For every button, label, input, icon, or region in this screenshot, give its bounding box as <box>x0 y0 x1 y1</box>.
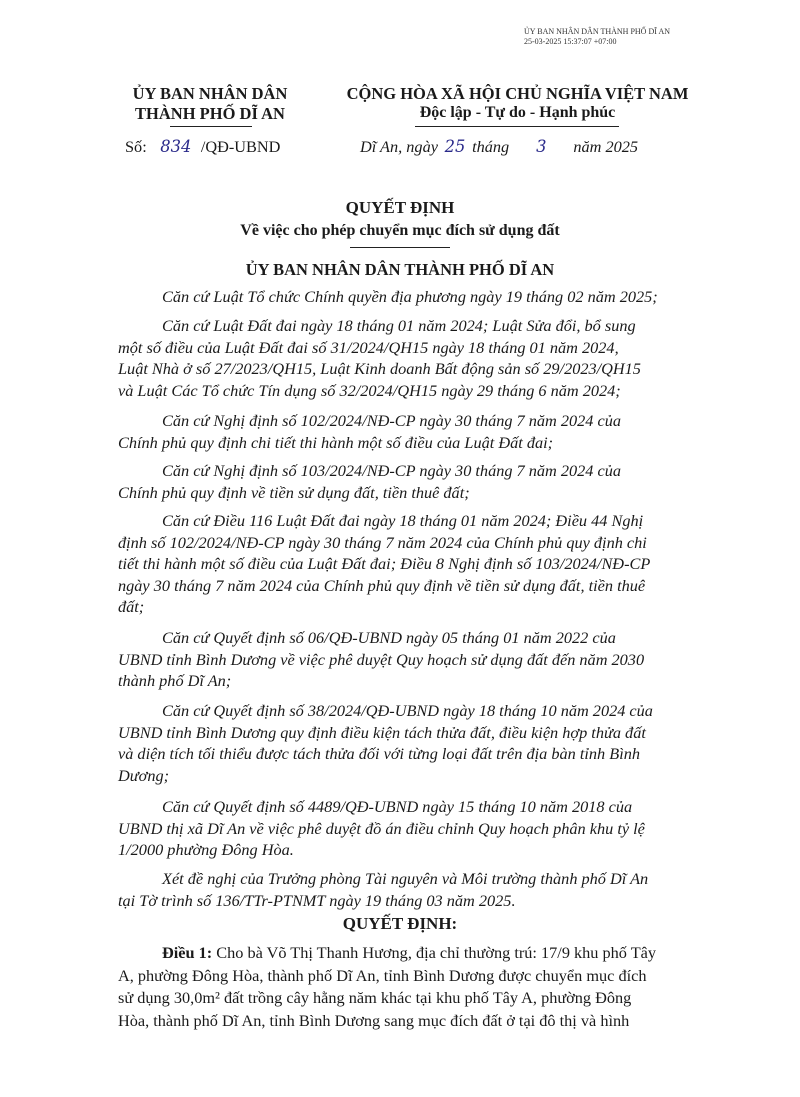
country-name: CỘNG HÒA XÃ HỘI CHỦ NGHĨA VIỆT NAM <box>346 84 689 103</box>
preamble-9 <box>118 868 722 911</box>
preamble-line: đất; <box>118 597 145 616</box>
country-motto: Độc lập - Tự do - Hạnh phúc <box>419 104 616 121</box>
so-number: 834 <box>160 137 192 156</box>
preamble-line: UBND tỉnh Bình Dương quy định điều kiện tách thửa đất, điều kiện hợp thửa đất <box>118 722 646 742</box>
preamble-line: Dương; <box>118 765 170 785</box>
digital-signature-line-1: ỦY BAN NHÂN DÂN THÀNH PHỐ DĨ AN <box>524 27 670 36</box>
preamble-1 <box>118 286 722 308</box>
date-year: năm 2025 <box>573 137 639 156</box>
preamble-line: 1/2000 phường Đông Hòa. <box>118 840 294 859</box>
preamble-4 <box>118 460 722 503</box>
preamble-line: Căn cứ Nghị định số 103/2024/NĐ-CP ngày 30 tháng 7 năm 2024 của <box>162 461 622 480</box>
document-number <box>125 137 280 157</box>
article-1-line <box>118 942 722 965</box>
issuer-underline <box>170 126 252 127</box>
article-1-line: sử dụng 30,0m² đất trồng cây hằng năm khác tại khu phố Tây A, phường Đông <box>118 988 632 1007</box>
issuer-name-line-2: THÀNH PHỐ DĨ AN <box>135 104 285 123</box>
preamble-line: tiết thi hành một số điều của Luật Đất đai; Điều 8 Nghị định số 103/2024/NĐ-CP <box>118 554 651 573</box>
preamble-line: UBND tỉnh Bình Dương về việc phê duyệt Quy hoạch sử dụng đất đến năm 2030 <box>118 649 645 669</box>
preamble-5 <box>118 510 722 618</box>
preamble-line: Căn cứ Điều 116 Luật Đất đai ngày 18 tháng 01 năm 2024; Điều 44 Nghị <box>162 511 644 530</box>
preamble-line: định số 102/2024/NĐ-CP ngày 30 tháng 7 năm 2024 của Chính phủ quy định chi <box>118 532 647 552</box>
issuer-name-line-1: ỦY BAN NHÂN DÂN <box>132 84 288 103</box>
preamble-line: ngày 30 tháng 7 năm 2024 của Chính phủ quy định về tiền sử dụng đất, tiền thuê <box>118 575 646 595</box>
article-1-label: Điều 1: <box>162 943 213 962</box>
preamble-line: Căn cứ Quyết định số 06/QĐ-UBND ngày 05 tháng 01 năm 2022 của <box>162 628 616 647</box>
preamble-line: một số điều của Luật Đất đai số 31/2024/QH15 ngày 18 tháng 01 năm 2024, <box>118 337 619 357</box>
preamble-line: Căn cứ Luật Tổ chức Chính quyền địa phương ngày 19 tháng 02 năm 2025; <box>162 287 658 306</box>
article-1-line: A, phường Đông Hòa, thành phố Dĩ An, tỉnh Bình Dương được chuyển mục đích <box>118 965 647 985</box>
issuer-heading: ỦY BAN NHÂN DÂN THÀNH PHỐ DĨ AN <box>245 260 555 279</box>
subject-underline <box>350 247 450 248</box>
document-subject: Về việc cho phép chuyển mục đích sử dụng đất <box>240 222 560 239</box>
article-1 <box>118 942 722 1032</box>
article-1-text: Cho bà Võ Thị Thanh Hương, địa chỉ thường trú: 17/9 khu phố Tây <box>212 943 657 962</box>
preamble-line: thành phố Dĩ An; <box>118 671 232 690</box>
preamble-line: và diện tích tối thiểu được tách thửa đối với từng loại đất trên địa bàn tỉnh Bình <box>118 744 640 763</box>
preamble-line: UBND thị xã Dĩ An về việc phê duyệt đồ án điều chỉnh Quy hoạch phân khu tỷ lệ <box>118 818 645 838</box>
preamble-8 <box>118 796 722 861</box>
preamble-line: Căn cứ Quyết định số 38/2024/QĐ-UBND ngày 18 tháng 10 năm 2024 của <box>162 701 653 720</box>
preamble-line: Căn cứ Quyết định số 4489/QĐ-UBND ngày 15 tháng 10 năm 2018 của <box>162 797 633 816</box>
preamble-line: Xét đề nghị của Trưởng phòng Tài nguyên và Môi trường thành phố Dĩ An <box>162 869 649 888</box>
preamble-7 <box>118 700 722 786</box>
date-day: 25 <box>444 137 466 156</box>
preamble-2 <box>118 315 722 401</box>
digital-signature-line-2: 25-03-2025 15:37:07 +07:00 <box>524 37 617 46</box>
preamble-line: tại Tờ trình số 136/TTr-PTNMT ngày 19 tháng 03 năm 2025. <box>118 890 516 910</box>
date-month: 3 <box>536 137 547 156</box>
preamble-line: Căn cứ Luật Đất đai ngày 18 tháng 01 năm 2024; Luật Sửa đổi, bổ sung <box>162 316 636 335</box>
preamble-3 <box>118 410 722 453</box>
preamble-line: Chính phủ quy định về tiền sử dụng đất, tiền thuê đất; <box>118 482 470 502</box>
so-suffix: /QĐ-UBND <box>200 137 281 156</box>
date-month-label: tháng <box>472 137 510 156</box>
document-title: QUYẾT ĐỊNH <box>345 198 455 217</box>
document-date <box>360 137 638 157</box>
preamble-6 <box>118 627 722 692</box>
preamble-line: và Luật Các Tổ chức Tín dụng số 32/2024/QH15 ngày 29 tháng 6 năm 2024; <box>118 380 621 400</box>
preamble-line: Chính phủ quy định chi tiết thi hành một số điều của Luật Đất đai; <box>118 432 554 452</box>
decision-heading: QUYẾT ĐỊNH: <box>342 914 458 933</box>
so-label: Số: <box>125 137 147 156</box>
preamble-line: Luật Nhà ở số 27/2023/QH15, Luật Kinh doanh Bất động sản số 29/2023/QH15 <box>118 359 641 378</box>
date-prefix: Dĩ An, ngày <box>360 137 438 156</box>
motto-underline <box>415 126 619 127</box>
article-1-line: Hòa, thành phố Dĩ An, tỉnh Bình Dương sang mục đích đất ở tại đô thị và hình <box>118 1010 630 1030</box>
preamble-line: Căn cứ Nghị định số 102/2024/NĐ-CP ngày 30 tháng 7 năm 2024 của <box>162 411 622 430</box>
